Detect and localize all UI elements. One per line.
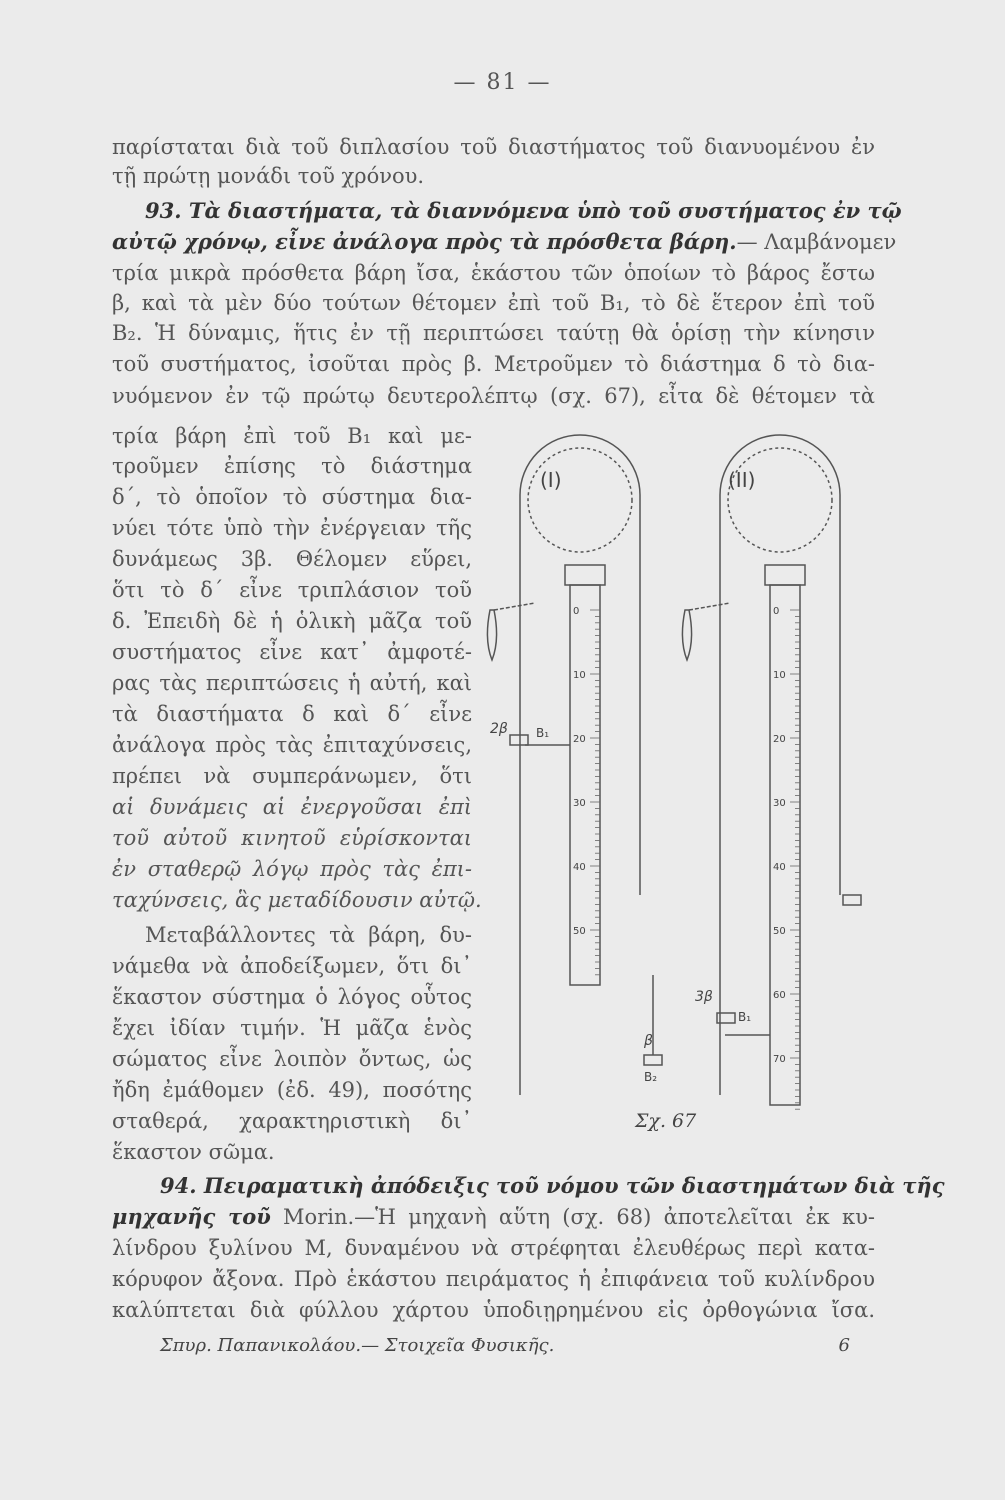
atwood-machine-figure — [470, 415, 890, 1115]
scale-tick-label: 0 — [773, 606, 780, 617]
text-line: τοῦ συστήματος, ἰσοῦται πρὸς β. Μετροῦμεν τὸ διάστημα δ τὸ δια- — [112, 352, 875, 376]
weight-b1-right-label: Β₁ — [738, 1010, 752, 1024]
text-line: δ΄, τὸ ὁποῖον τὸ σύστημα δια- — [112, 485, 472, 509]
weight-3b-label: 3β — [695, 989, 713, 1005]
text-line — [112, 1203, 875, 1231]
text-line: ἀνάλογα πρὸς τὰς ἐπιταχύνσεις, — [112, 733, 472, 757]
scale-tick-label: 0 — [573, 606, 580, 617]
text-line: καλύπτεται διὰ φύλλου χάρτου ὑποδιῃρημένου εἰς ὀρθογώνια ἴσα. — [112, 1298, 875, 1322]
scale-tick-label: 40 — [773, 862, 786, 873]
section-heading-cont — [112, 228, 896, 256]
text-line: δυνάμεως 3β. Θέλομεν εὕρει, — [112, 547, 472, 571]
weight-b2-label: Β₂ — [644, 1070, 658, 1084]
scale-tick-label: 30 — [773, 798, 786, 809]
scale-tick-label: 70 — [773, 1054, 786, 1065]
text-line: Β₂. Ἡ δύναμις, ἥτις ἐν τῇ περιπτώσει ταύτῃ θὰ ὁρίσῃ τὴν κίνησιν — [112, 321, 875, 345]
scale-ticks-right — [773, 606, 800, 1115]
text-line: τρία βάρη ἐπὶ τοῦ Β₁ καὶ με- — [112, 424, 472, 448]
text-line: λίνδρου ξυλίνου Μ, δυναμένου νὰ στρέφηται ἐλευθέρως περὶ κατα- — [112, 1236, 875, 1260]
scale-tick-label: 50 — [573, 926, 586, 937]
text-line: τροῦμεν ἐπίσης τὸ διάστημα — [112, 454, 472, 478]
text-line: παρίσταται διὰ τοῦ διπλασίου τοῦ διαστήματος τοῦ διανυομένου ἐν — [112, 135, 875, 159]
counterweight-right — [843, 895, 861, 905]
text-line: σταθερά, χαρακτηριστικὴ δι᾽ — [112, 1109, 472, 1133]
scale-cap-left — [565, 565, 605, 585]
text-line: τρία μικρὰ πρόσθετα βάρη ἴσα, ἑκάστου τῶν ὁποίων τὸ βάρος ἔστω — [112, 261, 875, 285]
text-line: ἔχει ἰδίαν τιμήν. Ἡ μᾶζα ἑνὸς — [112, 1016, 472, 1040]
text-line: δ. Ἐπειδὴ δὲ ἡ ὁλικὴ μᾶζα τοῦ — [112, 609, 472, 633]
scale-tick-label: 20 — [773, 734, 786, 745]
scale-tick-label: 20 — [573, 734, 586, 745]
weight-2b-label: 2β — [490, 721, 508, 737]
text-line: ἤδη ἐμάθομεν (ἐδ. 49), ποσότης — [112, 1078, 472, 1102]
section-heading-tail: αὐτῷ χρόνῳ, εἶνε ἀνάλογα πρὸς τὰ πρόσθετα βάρη. — [112, 229, 737, 254]
text-line: τοῦ αὐτοῦ κινητοῦ εὑρίσκονται — [112, 826, 472, 850]
clamp-wire-left — [494, 603, 535, 610]
page-number: — 81 — — [453, 70, 552, 95]
text-line: συστήματος εἶνε κατ᾽ ἀμφοτέ- — [112, 640, 472, 664]
section-heading-tail: μηχανῆς τοῦ — [112, 1204, 271, 1229]
text-line: Μεταβάλλοντες τὰ βάρη, δυ- — [145, 923, 472, 947]
text-line: νύει τότε ὑπὸ τὴν ἐνέργειαν τῆς — [112, 516, 472, 540]
text-line: κόρυφον ἄξονα. Πρὸ ἑκάστου πειράματος ἡ ἐπιφάνεια τοῦ κυλίνδρου — [112, 1267, 875, 1291]
clamp-left — [487, 610, 496, 660]
scale-ticks-left — [573, 606, 600, 975]
pulley-wheel-right — [728, 448, 832, 552]
scale-tick-label: 50 — [773, 926, 786, 937]
apparatus-left — [487, 435, 662, 1095]
pulley-wheel-left — [528, 448, 632, 552]
text-line: πρέπει νὰ συμπεράνωμεν, ὅτι — [112, 764, 472, 788]
text-line: ρας τὰς περιπτώσεις ἡ αὐτή, καὶ — [112, 671, 472, 695]
text-line: νάμεθα νὰ ἀποδείξωμεν, ὅτι δι᾽ — [112, 954, 472, 978]
scale-tick-label: 40 — [573, 862, 586, 873]
scale-tick-label: 10 — [573, 670, 586, 681]
label-left: (Ι) — [540, 468, 562, 492]
scale-rod-left — [570, 585, 600, 985]
scale-rod-right — [770, 585, 800, 1105]
page-footer — [160, 1335, 850, 1356]
pulley-frame-left — [520, 435, 640, 1095]
weight-b1-label: Β₁ — [536, 726, 550, 740]
scale-tick-label: 60 — [773, 990, 786, 1001]
weight-b2 — [644, 1055, 662, 1065]
clamp-wire-right — [689, 603, 730, 610]
text-line: τὰ διαστήματα δ καὶ δ΄ εἶνε — [112, 702, 472, 726]
text-line: ἕκαστον σῶμα. — [112, 1140, 275, 1164]
figure-caption: Σχ. 67 — [635, 1110, 697, 1132]
text-line: αἱ δυνάμεις αἱ ἐνεργοῦσαι ἐπὶ — [112, 795, 472, 819]
weight-b-label: β — [644, 1033, 653, 1049]
text-line: σώματος εἶνε λοιπὸν ὄντως, ὡς — [112, 1047, 472, 1071]
clamp-right — [682, 610, 691, 660]
scale-tick-label: 30 — [573, 798, 586, 809]
text-line: τῇ πρώτῃ μονάδι τοῦ χρόνου. — [112, 164, 425, 188]
text-line: ὅτι τὸ δ΄ εἶνε τριπλάσιον τοῦ — [112, 578, 472, 602]
scale-tick-label: 10 — [773, 670, 786, 681]
section-heading: 94. Πειραματικὴ ἀπόδειξις τοῦ νόμου τῶν διαστημάτων διὰ τῆς — [160, 1173, 945, 1198]
text-line: ταχύνσεις, ἃς μεταδίδουσιν αὐτῷ. — [112, 888, 482, 912]
label-right: (ΙΙ) — [728, 468, 756, 492]
section-heading: 93. Τὰ διαστήματα, τὰ διαννόμενα ὑπὸ τοῦ συστήματος ἐν τῷ — [145, 198, 902, 223]
text-line: β, καὶ τὰ μὲν δύο τούτων θέτομεν ἐπὶ τοῦ Β₁, τὸ δὲ ἕτερον ἐπὶ τοῦ — [112, 291, 875, 315]
scale-cap-right — [765, 565, 805, 585]
footer-text: Σπυρ. Παπανικολάου.— Στοιχεῖα Φυσικῆς. — [160, 1335, 555, 1356]
text-span: — Λαμβάνομεν — [736, 230, 897, 254]
text-span: Morin.—Ἡ μηχανὴ αὕτη (σχ. 68) ἀποτελεῖται ἐκ κυ- — [283, 1205, 875, 1229]
text-line: ἐν σταθερῷ λόγῳ πρὸς τὰς ἐπι- — [112, 857, 472, 881]
text-line: ἕκαστον σύστημα ὁ λόγος οὗτος — [112, 985, 472, 1009]
weight-b1-left — [510, 735, 528, 745]
text-line: νυόμενον ἐν τῷ πρώτῳ δευτερολέπτῳ (σχ. 67), εἶτα δὲ θέτομεν τὰ — [112, 384, 875, 408]
footer-number: 6 — [838, 1335, 850, 1356]
